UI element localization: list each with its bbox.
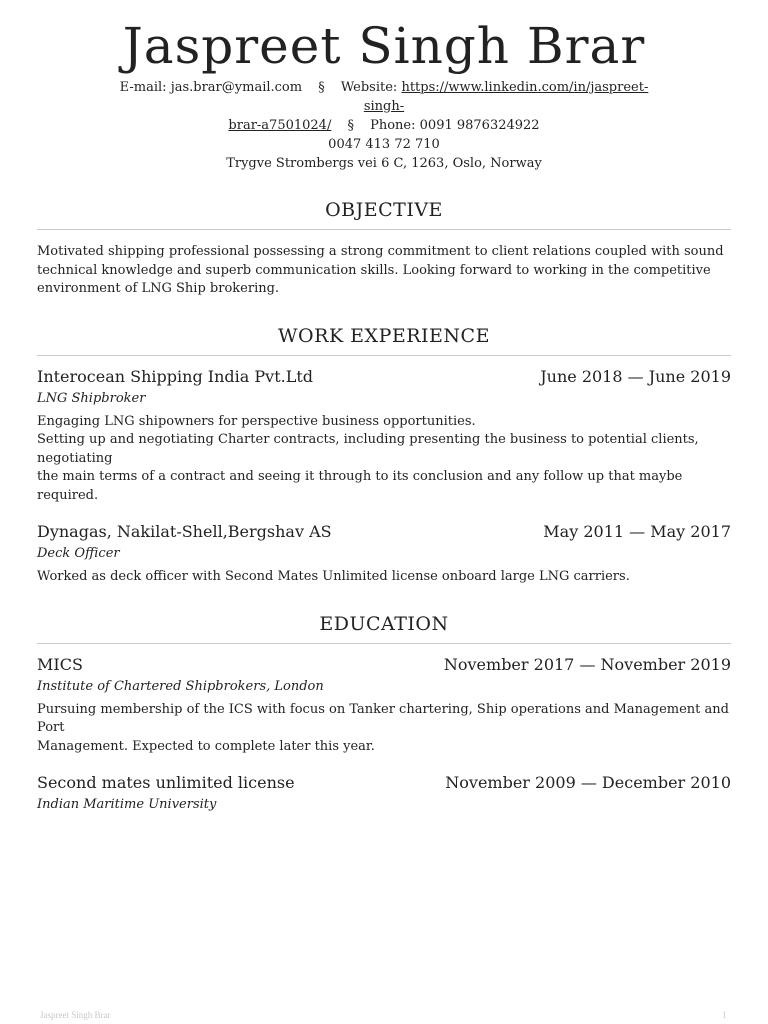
job-description-line: Worked as deck officer with Second Mates Unlimited license onboard large LNG carriers. [37,569,630,584]
website-link-part-1[interactable]: https://www.linkedin.com/in/jaspreet-singh- [363,80,649,114]
job-description-line: the main terms of a contract and seeing it through to its conclusion and any follow up that maybe required. [37,469,683,503]
job-dates: May 2011 — May 2017 [543,522,731,541]
address: Trygve Strombergs vei 6 C, 1263, Oslo, Norway [226,156,542,171]
education-degree: MICS [37,654,83,674]
contact-line-1 [114,78,654,116]
education-institution: Indian Maritime University [37,797,217,812]
email-value[interactable]: jas.brar@ymail.com [170,80,303,95]
separator: § [318,80,325,95]
objective-title: OBJECTIVE [325,199,443,221]
candidate-name: Jaspreet Singh Brar [122,17,646,75]
phone-label: Phone: [370,118,416,133]
job-entry [37,366,731,506]
job-dates: June 2018 — June 2019 [540,366,731,386]
education-dates: November 2017 — November 2019 [443,654,731,674]
education-entry [37,654,731,757]
separator: § [347,118,354,133]
education-description-line: Management. Expected to complete later this year. [37,738,375,754]
education-entry [37,772,731,814]
resume-page [37,0,731,1024]
phone-secondary: 0047 413 72 710 [328,137,440,152]
job-entry [37,521,731,587]
objective-section [37,197,731,299]
job-role: LNG Shipbroker [37,390,146,406]
section-divider [37,643,731,644]
objective-text-line: environment of LNG Ship brokering. [37,281,280,296]
job-company: Dynagas, Nakilat-Shell,Bergshav AS [37,522,332,541]
job-role: Deck Officer [37,546,120,561]
phone-value: 0091 9876324922 [419,118,540,133]
objective-text-line: Motivated shipping professional possessing a strong commitment to client relations coupled with sound [37,244,724,259]
work-experience-section [37,323,731,587]
footer-name: Jaspreet Singh Brar [40,1010,111,1020]
education-dates: November 2009 — December 2010 [445,773,731,792]
education-institution: Institute of Chartered Shipbrokers, London [37,678,324,694]
section-divider [37,355,731,356]
job-company: Interocean Shipping India Pvt.Ltd [37,366,314,386]
job-description-line: Setting up and negotiating Charter contracts, including presenting the business to potential clients, negotiating [37,432,699,466]
education-section [37,611,731,815]
education-degree: Second mates unlimited license [37,773,295,792]
section-divider [37,229,731,230]
contact-line-2 [114,116,654,135]
job-description-line: Engaging LNG shipowners for perspective business opportunities. [37,413,476,429]
website-link-part-2[interactable]: brar-a7501024/ [228,118,332,133]
education-title: EDUCATION [319,612,449,635]
page-number: 1 [722,1010,727,1020]
work-experience-title: WORK EXPERIENCE [278,324,490,347]
contact-info [114,78,654,173]
objective-text-line: technical knowledge and superb communication skills. Looking forward to working in the competitive [37,262,711,278]
education-description-line: Pursuing membership of the ICS with focus on Tanker chartering, Ship operations and Management and Port [37,701,729,735]
website-label: Website: [340,80,398,95]
email-label: E-mail: [119,80,167,95]
